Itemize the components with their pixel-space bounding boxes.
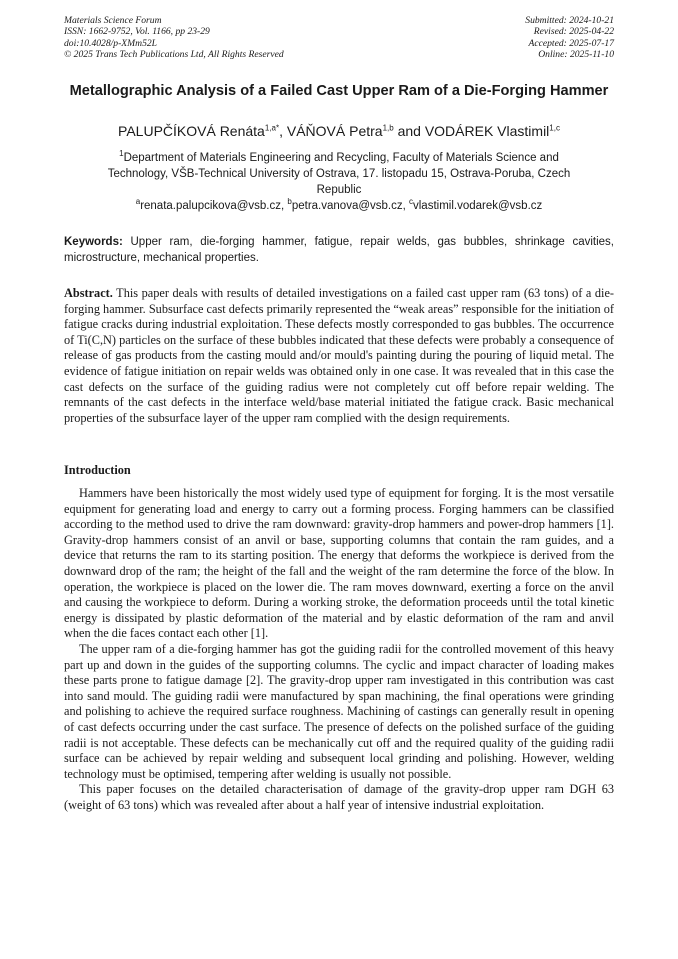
author-name: PALUPČÍKOVÁ Renáta xyxy=(118,123,265,139)
author-separator: , xyxy=(279,123,287,139)
abstract-text: This paper deals with results of detailed investigations on a failed cast upper ram (63 tons) of a die-forging hammer. Subsurface cast defects primarily represented the “weak areas” responsible for the initiation of fatigue cracks during industrial exploitation. These defects mostly corresponded to gas bubbles. The occurrence of Ti(C,N) particles on the surface of these bubbles indicated that these defects were probably a consequence of release of gas products from the casting mould and/or mould's painting during the pouring of liquid metal. The evidence of fatigue initiation on repair welds was obtained only in one case. It was revealed that in this case the cast defects on the surface of the guiding radius were not completely cut off before repair welding. The remnants of the cast defects in the interface weld/base material initiated the fatigue crack. Basic mechanical properties of the subsurface layer of the upper ram complied with the design requirements. xyxy=(64,286,614,425)
journal-header xyxy=(64,15,284,61)
abstract-label: Abstract. xyxy=(64,286,113,300)
body-paragraph: Hammers have been historically the most widely used type of equipment for forging. It is the most versatile equipment for generating load and energy to carry out a forming process. Forging hammers can be classified according to the method used to drive the ram downward: gravity-drop hammers and power-drop hammers [1]. Gravity-drop hammers consist of an anvil or base, supporting columns that contain the ram guides, and a device that returns the ram to its starting position. The energy that deforms the workpiece is derived from the downward drop of the ram; the height of the fall and the weight of the ram determine the force of the blow. In operation, the workpiece is placed on the lower die. The ram moves downward, exerting a force on the anvil and causing the workpiece to deform. During a working stroke, the deformation proceeds until the total kinetic energy is dissipated by plastic deformation of the material and by elastic deformation of the ram and anvil when the die faces contact each other [1]. xyxy=(64,486,614,641)
affiliation-text: Department of Materials Engineering and Recycling, Faculty of Materials Science and Technology, VŠB-Technical University of Ostrava, 17. listopadu 15, Ostrava-Poruba, Czech Republic xyxy=(107,152,571,196)
author-emails xyxy=(64,199,614,214)
author-list xyxy=(64,122,614,140)
doi: doi:10.4028/p-XMm52L xyxy=(64,37,158,49)
author-superscript: 1,c xyxy=(549,123,560,133)
author-superscript: 1,a* xyxy=(264,123,280,133)
section-heading: Introduction xyxy=(64,463,131,477)
revised-date: Revised: 2025-04-22 xyxy=(533,26,614,38)
email-link[interactable]: renata.palupcikova@vsb.cz, xyxy=(140,200,288,212)
submitted-date: Submitted: 2024-10-21 xyxy=(525,15,614,26)
email-superscript: b xyxy=(287,197,292,207)
keywords-text: Upper ram, die-forging hammer, fatigue, repair welds, gas bubbles, shrinkage cavities, microstructure, mechanical properties. xyxy=(64,236,614,264)
dates-header xyxy=(525,15,614,61)
author-name: VODÁREK Vlastimil xyxy=(424,123,550,139)
author-superscript: 1,b xyxy=(382,123,394,133)
email-link[interactable]: vlastimil.vodarek@vsb.cz xyxy=(413,200,543,212)
body-paragraph: The upper ram of a die-forging hammer has got the guiding radii for the controlled movement of this heavy part up and down in the guides of the supporting columns. The cyclic and impact character of loading makes these parts prone to fatigue damage [2]. The gravity-drop upper ram investigated in this contribution was cast into sand mould. The guiding radii were manufactured by span machining, the final operations were grinding and polishing to achieve the required surface roughness. Machining of castings can generally result in opening of cast defects occurring under the cast surface. The presence of defects on the polished surface of the guiding radii is not acceptable. These defects can be mechanically cut off and the required quality of the guiding radii surface can be achieved by repair welding and subsequent local grinding and polishing. However, welding technology must be optimised, tempering after welding is usually not possible. xyxy=(64,641,614,781)
online-date: Online: 2025-11-10 xyxy=(538,49,614,61)
issn: ISSN: 1662-9752, Vol. 1166, pp 23-29 xyxy=(64,26,210,38)
accepted-date: Accepted: 2025-07-17 xyxy=(528,37,614,49)
introduction-body xyxy=(64,486,614,813)
affiliation-superscript: 1 xyxy=(119,149,124,159)
email-link[interactable]: petra.vanova@vsb.cz, xyxy=(291,200,409,212)
author-name: VÁŇOVÁ Petra xyxy=(286,123,383,139)
abstract xyxy=(64,286,614,426)
keywords xyxy=(64,234,614,266)
affiliation xyxy=(90,150,588,198)
journal-name: Materials Science Forum xyxy=(64,15,162,26)
email-superscript: a xyxy=(135,197,141,207)
email-superscript: c xyxy=(409,197,413,207)
author-separator: and xyxy=(393,123,425,139)
paper-title: Metallographic Analysis of a Failed Cast Upper Ram of a Die-Forging Hammer xyxy=(69,83,609,99)
keywords-label: Keywords: xyxy=(64,236,123,248)
body-paragraph: This paper focuses on the detailed characterisation of damage of the gravity-drop upper ram DGH 63 (weight of 63 tons) which was revealed after about a half year of intensive industrial exploitation. xyxy=(64,782,614,812)
copyright: © 2025 Trans Tech Publications Ltd, All Rights Reserved xyxy=(64,49,284,61)
